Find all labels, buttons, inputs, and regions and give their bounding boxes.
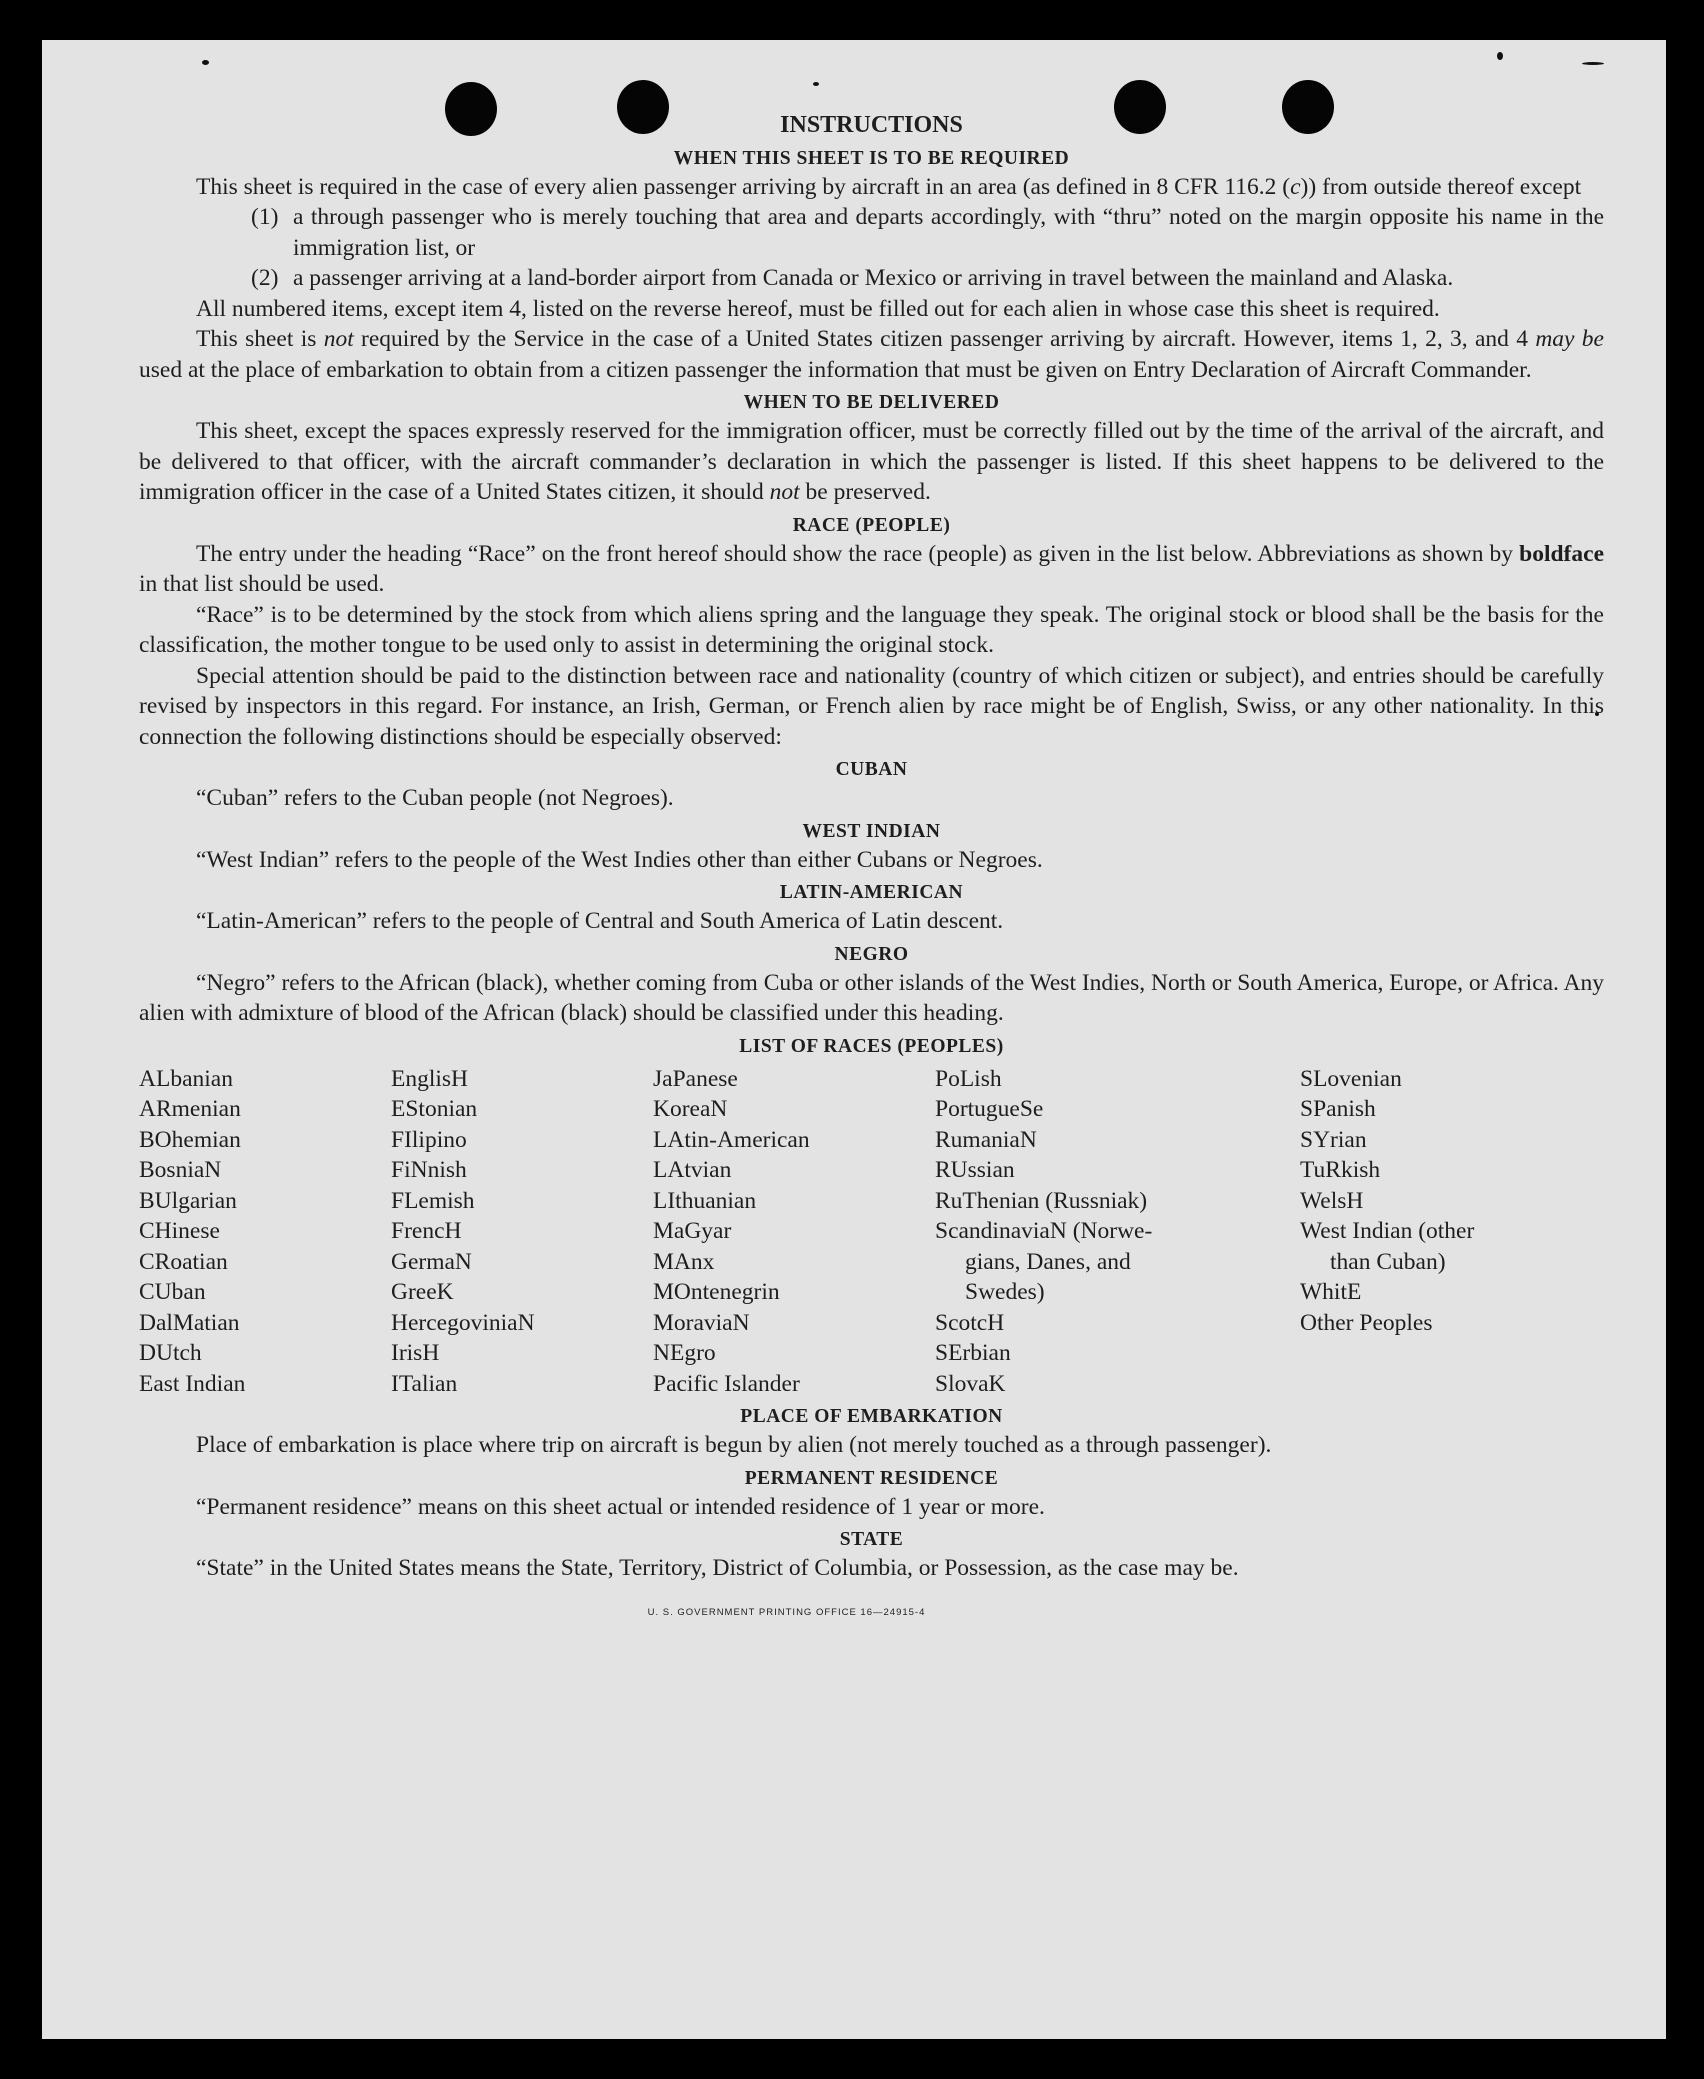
document-sheet [42, 40, 1666, 2039]
paragraph-race-1: The entry under the heading “Race” on the front hereof should show the race (people) as given in the list below. Abbreviations as shown by boldface in that list should be used. [139, 540, 1604, 597]
paragraph-embarkation: Place of embarkation is place where trip on aircraft is begun by alien (not merely touched as a through passenger). [196, 1432, 1272, 1458]
paragraph-permanent-residence: “Permanent residence” means on this sheet actual or intended residence of 1 year or more. [196, 1493, 1045, 1520]
race-item: RUssian [935, 1157, 1015, 1183]
race-item: BosniaN [139, 1157, 222, 1183]
exception-item-1: (1) a through passenger who is merely touching that area and departs accordingly, with “thru” noted on the margin opposite his name in the immigration list, or [251, 204, 1604, 261]
paragraph-negro: “Negro” refers to the African (black), whether coming from Cuba or other islands of the West Indies, North or South America, Europe, or Africa. Any alien with admixture of blood of the African (black) should be classified under this heading. [139, 969, 1604, 1026]
section-heading-state: STATE [839, 1529, 904, 1550]
race-item: LAtvian [653, 1157, 732, 1183]
race-item: WelsH [1300, 1187, 1364, 1214]
race-item: FiNnish [391, 1157, 467, 1183]
race-item: East Indian [139, 1370, 246, 1397]
race-list [139, 1064, 1604, 1400]
paragraph-delivered: This sheet, except the spaces expressly reserved for the immigration officer, must be correctly filled out by the time of the arrival of the aircraft, and be delivered to that officer, with the aircraft commander’s declaration in which the passenger is listed. If this sheet happens to be delivered to the immigration officer in the case of a United States citizen, it should not be preserved. [139, 418, 1604, 505]
paragraph-west-indian: “West Indian” refers to the people of the West Indies other than either Cubans or Negroes. [196, 846, 1043, 873]
race-item: West Indian (other [1300, 1218, 1475, 1244]
race-item: BOhemian [139, 1126, 241, 1153]
race-column-3 [653, 1064, 935, 1400]
instructions-content [139, 110, 1604, 1628]
race-item: SlovaK [935, 1370, 1006, 1397]
race-item: RumaniaN [935, 1126, 1037, 1153]
race-item-continuation: gians, Danes, and [965, 1248, 1131, 1275]
exception-item-2: (2) a passenger arriving at a land-border airport from Canada or Mexico or arriving in travel between the mainland and Alaska. [251, 265, 1454, 291]
race-item: CHinese [139, 1218, 220, 1244]
race-item: SErbian [935, 1340, 1011, 1366]
race-item: TuRkish [1300, 1157, 1381, 1183]
paragraph-race-3: Special attention should be paid to the distinction between race and nationality (country of which citizen or subject), and entries should be carefully revised by inspectors in this regard. For instance, an Irish, German, or French alien by race might be of English, Swiss, or any other nationality. In this connection the following distinctions should be especially observed: [139, 662, 1604, 750]
race-item: ITalian [391, 1370, 458, 1397]
race-item: FIlipino [391, 1126, 467, 1153]
race-item: LIthuanian [653, 1187, 757, 1214]
race-item: MOntenegrin [653, 1279, 780, 1305]
race-column-2 [391, 1064, 653, 1400]
race-item: ScotcH [935, 1309, 1005, 1336]
race-item: WhitE [1300, 1279, 1362, 1305]
speck [1582, 62, 1604, 65]
race-column-5 [1300, 1064, 1590, 1400]
speck [813, 82, 819, 86]
paragraph-race-2: “Race” is to be determined by the stock from which aliens spring and the language they speak. The original stock or blood shall be the basis for the classification, the mother tongue to be used only to assist in determining the original stock. [139, 601, 1604, 658]
race-item: SPanish [1300, 1096, 1376, 1122]
section-heading-latin-american: LATIN-AMERICAN [779, 882, 964, 903]
section-heading-embarkation: PLACE OF EMBARKATION [740, 1406, 1003, 1427]
section-heading-cuban: CUBAN [835, 759, 908, 780]
race-item: GermaN [391, 1248, 472, 1275]
race-item: ALbanian [139, 1065, 233, 1092]
race-item: BUlgarian [139, 1187, 237, 1214]
race-item: KoreaN [653, 1096, 728, 1122]
race-item: DUtch [139, 1340, 202, 1366]
page-title: INSTRUCTIONS [780, 112, 963, 138]
race-column-1 [139, 1064, 391, 1400]
race-item: Other Peoples [1300, 1309, 1433, 1336]
race-item: FrencH [391, 1218, 462, 1244]
race-item: GreeK [391, 1279, 454, 1305]
race-item: SLovenian [1300, 1065, 1402, 1092]
race-item: Pacific Islander [653, 1370, 800, 1397]
race-item: ARmenian [139, 1096, 241, 1122]
speck [202, 60, 209, 65]
race-item: SYrian [1300, 1126, 1367, 1153]
section-heading-west-indian: WEST INDIAN [802, 820, 941, 842]
race-item: PoLish [935, 1065, 1002, 1092]
section-heading-delivered: WHEN TO BE DELIVERED [743, 392, 1000, 413]
race-item: ScandinaviaN (Norwe- [935, 1218, 1153, 1244]
race-item: MoraviaN [653, 1309, 750, 1336]
printing-office-imprint: U. S. GOVERNMENT PRINTING OFFICE 16—24915-4 [647, 1606, 926, 1618]
race-item: CUban [139, 1279, 206, 1305]
race-item: RuThenian (Russniak) [935, 1187, 1148, 1214]
race-item: HercegoviniaN [391, 1309, 535, 1336]
paragraph-required: This sheet is required in the case of every alien passenger arriving by aircraft in an area (as defined in 8 CFR 116.2 (c)) from outside thereof except [196, 173, 1582, 200]
race-item: MAnx [653, 1248, 715, 1275]
race-item: JaPanese [653, 1065, 738, 1092]
section-heading-race: RACE (PEOPLE) [792, 514, 951, 536]
race-item: LAtin-American [653, 1126, 810, 1153]
section-heading-list-of-races: LIST OF RACES (PEOPLES) [739, 1035, 1004, 1057]
race-item: MaGyar [653, 1218, 732, 1244]
race-item: EnglisH [391, 1065, 469, 1092]
race-item: IrisH [391, 1340, 440, 1366]
race-item-continuation: than Cuban) [1330, 1248, 1446, 1275]
race-column-4 [935, 1064, 1300, 1400]
race-item: PortugueSe [935, 1096, 1044, 1122]
paragraph-numbered-items: All numbered items, except item 4, listed on the reverse hereof, must be filled out for each alien in whose case this sheet is required. [196, 295, 1440, 322]
race-item-continuation: Swedes) [965, 1279, 1045, 1305]
race-item: NEgro [653, 1340, 716, 1366]
race-item: CRoatian [139, 1248, 228, 1275]
section-heading-permanent-residence: PERMANENT RESIDENCE [744, 1467, 999, 1489]
speck [1497, 52, 1503, 60]
paragraph-latin-american: “Latin-American” refers to the people of Central and South America of Latin descent. [196, 908, 1004, 934]
section-heading-when-required: WHEN THIS SHEET IS TO BE REQUIRED [673, 147, 1070, 169]
paragraph-cuban: “Cuban” refers to the Cuban people (not Negroes). [196, 785, 674, 811]
paragraph-citizen: This sheet is not required by the Service in the case of a United States citizen passenger arriving by aircraft. However, items 1, 2, 3, and 4 may be used at the place of embarkation to obtain from a citizen passenger the information that must be given on Entry Declaration of Aircraft Commander. [139, 326, 1604, 383]
race-item: EStonian [391, 1096, 478, 1122]
race-item: DalMatian [139, 1309, 240, 1336]
race-item: FLemish [391, 1187, 475, 1214]
section-heading-negro: NEGRO [834, 943, 909, 965]
paragraph-state: “State” in the United States means the State, Territory, District of Columbia, or Possession, as the case may be. [196, 1555, 1239, 1581]
